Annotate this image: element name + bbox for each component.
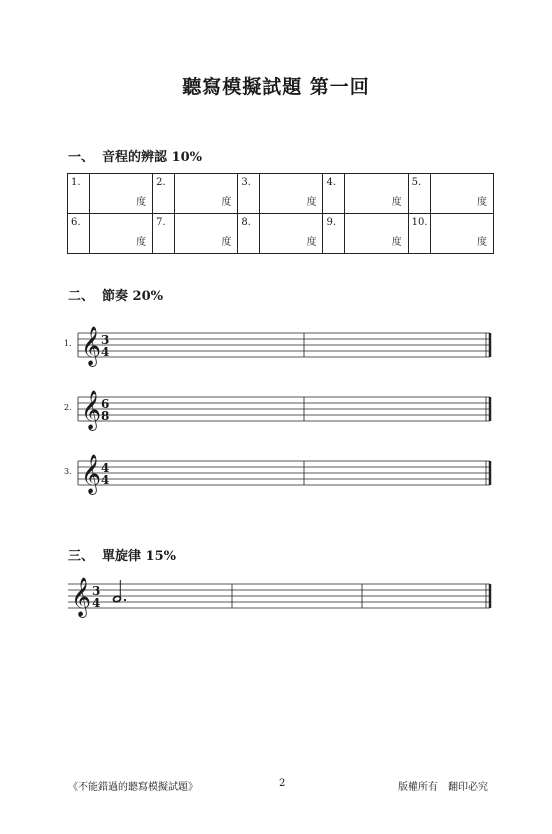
section-number: 一、 — [68, 150, 95, 165]
page-title: 聽寫模擬試題 第一回 — [182, 76, 370, 98]
footer-copyright: 版權所有 翻印必究 — [398, 782, 488, 793]
unit-label: 度 — [306, 237, 317, 248]
question-number: 3. — [238, 174, 260, 214]
unit-label: 度 — [391, 237, 402, 248]
staff-label: 3. — [64, 467, 72, 476]
time-sig-top: 3 — [101, 333, 110, 347]
section-label: 單旋律 — [102, 549, 142, 564]
page-number: 2 — [279, 778, 286, 789]
footer-book-title: 《不能錯過的聽寫模擬試題》 — [68, 782, 198, 793]
unit-label: 度 — [306, 197, 317, 208]
question-number: 5. — [408, 174, 430, 214]
question-number: 10. — [408, 214, 430, 254]
dotted-half-note-icon — [113, 580, 126, 603]
unit-label: 度 — [477, 197, 487, 208]
time-sig-bottom: 4 — [101, 473, 110, 487]
staff-label: 1. — [64, 339, 72, 348]
question-number: 8. — [238, 214, 260, 254]
time-sig-bottom: 4 — [92, 596, 101, 610]
section-points: 15% — [145, 549, 176, 564]
section-number: 三、 — [68, 549, 95, 564]
section-points: 10% — [171, 150, 202, 165]
treble-clef-icon: 𝄞 — [71, 577, 92, 617]
time-sig-top: 6 — [101, 397, 110, 411]
unit-label: 度 — [391, 197, 402, 208]
section-label: 節奏 — [102, 289, 129, 304]
time-sig-top: 4 — [101, 461, 110, 475]
question-number: 1. — [68, 174, 90, 214]
treble-clef-icon: 𝄞 — [81, 326, 102, 366]
rhythm-staff-1 — [78, 333, 490, 357]
unit-label: 度 — [221, 197, 232, 208]
treble-clef-icon: 𝄞 — [81, 390, 102, 430]
staff-label: 2. — [64, 403, 72, 412]
question-number: 7. — [153, 214, 175, 254]
rhythm-staff-2 — [78, 397, 490, 421]
unit-label: 度 — [477, 237, 487, 248]
treble-clef-icon: 𝄞 — [81, 454, 102, 494]
unit-label: 度 — [221, 237, 232, 248]
time-sig-bottom: 8 — [101, 409, 110, 423]
question-number: 2. — [153, 174, 175, 214]
section-label: 音程的辨認 — [102, 150, 168, 165]
time-sig-top: 3 — [92, 584, 101, 598]
question-number: 9. — [323, 214, 345, 254]
section-points: 20% — [132, 289, 163, 304]
section-number: 二、 — [68, 289, 95, 304]
rhythm-staff-3 — [78, 461, 490, 485]
time-sig-bottom: 4 — [101, 345, 110, 359]
question-number: 4. — [323, 174, 345, 214]
unit-label: 度 — [136, 197, 147, 208]
unit-label: 度 — [136, 237, 147, 248]
question-number: 6. — [68, 214, 90, 254]
melody-staff — [68, 584, 490, 608]
